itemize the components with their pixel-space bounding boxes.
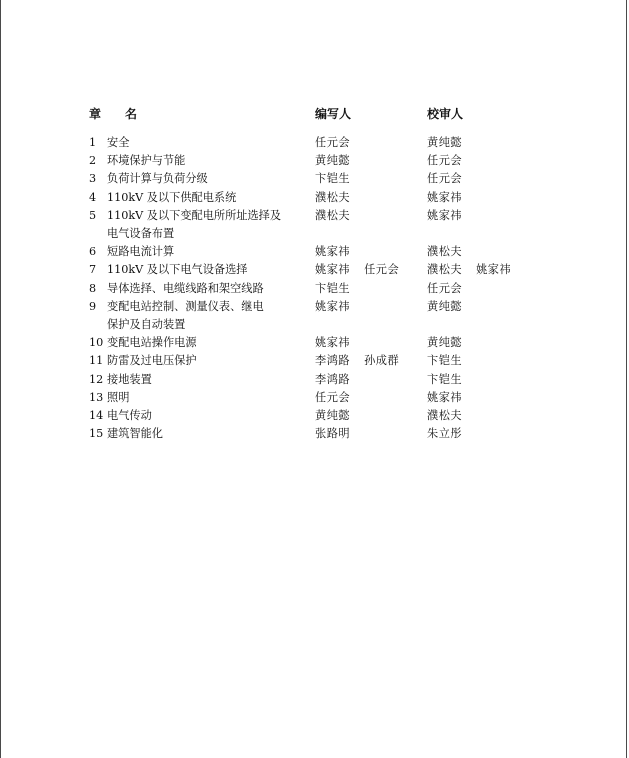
author-name: 姚家祎 (315, 336, 351, 350)
chapter-title (107, 152, 315, 170)
reviewer-name: 姚家祎 (427, 208, 463, 222)
author-name: 孙成群 (364, 354, 400, 368)
table-row (89, 189, 549, 207)
table-row (89, 425, 549, 443)
chapter-number: 1 (89, 136, 97, 149)
reviewer-cell (427, 243, 527, 261)
reviewer-name: 濮松夫 (427, 263, 463, 277)
author-cell (315, 207, 427, 243)
chapter-title (107, 189, 315, 207)
reviewer-name: 姚家祎 (427, 390, 463, 404)
author-cell (315, 189, 427, 207)
chapter-number: 12 (89, 372, 104, 386)
chapter-number: 6 (89, 245, 97, 259)
reviewer-cell (427, 389, 527, 407)
chapter-title-line: 环境保护与节能 (107, 154, 186, 168)
author-name: 李鸿路 (315, 354, 351, 368)
reviewer-name: 任元会 (427, 154, 463, 168)
author-cell (315, 334, 427, 352)
chapter-title (107, 207, 315, 243)
chapter-title-line: 短路电流计算 (107, 245, 175, 259)
reviewer-name: 任元会 (427, 172, 463, 186)
table-row (89, 243, 549, 261)
table-row (89, 298, 549, 334)
chapter-title (107, 371, 315, 389)
reviewer-cell (427, 334, 527, 352)
table-row (89, 334, 549, 352)
reviewer-name: 姚家祎 (476, 263, 512, 277)
chapter-title (107, 170, 315, 188)
chapter-header-label: 章 (89, 107, 102, 121)
chapter-number: 11 (89, 354, 104, 368)
author-cell (315, 407, 427, 425)
chapter-title (107, 425, 315, 443)
author-name: 姚家祎 (315, 263, 351, 277)
author-header-label: 编写人 (315, 107, 352, 121)
chapter-title-line: 110kV 及以下变配电所所址选择及 (107, 208, 282, 222)
chapter-number: 4 (89, 190, 97, 204)
author-cell (315, 389, 427, 407)
table-header (89, 104, 549, 124)
table-body (89, 134, 549, 443)
author-name: 卞铠生 (315, 281, 351, 295)
author-name: 卞铠生 (315, 172, 351, 186)
chapter-title-line: 接地装置 (107, 372, 152, 386)
author-name: 任元会 (315, 390, 351, 404)
author-cell (315, 134, 427, 152)
chapter-title-line: 变配电站操作电源 (107, 336, 197, 350)
author-cell (315, 352, 427, 370)
chapter-title-line: 负荷计算与负荷分级 (107, 172, 208, 186)
reviewer-cell (427, 207, 527, 243)
reviewer-cell (427, 407, 527, 425)
chapter-title-line: 电气传动 (107, 409, 152, 423)
reviewer-name: 卞铠生 (427, 354, 463, 368)
chapter-title (107, 243, 315, 261)
author-cell (315, 243, 427, 261)
chapter-number: 8 (89, 281, 97, 295)
reviewer-name: 姚家祎 (427, 190, 463, 204)
author-cell (315, 261, 427, 279)
chapter-title-line: 保护及自动装置 (107, 318, 186, 332)
reviewer-name: 黄纯懿 (427, 299, 463, 313)
chapter-number: 10 (89, 336, 104, 350)
chapter-title (107, 298, 315, 334)
author-name: 濮松夫 (315, 190, 351, 204)
author-cell (315, 371, 427, 389)
chapter-title (107, 280, 315, 298)
author-name: 姚家祎 (315, 245, 351, 259)
chapter-title-line: 110kV 及以下电气设备选择 (107, 263, 248, 277)
chapter-title-line: 建筑智能化 (107, 427, 163, 441)
chapter-title (107, 261, 315, 279)
author-name: 任元会 (364, 263, 400, 277)
chapter-title-line: 110kV 及以下供配电系统 (107, 190, 237, 204)
chapter-title (107, 352, 315, 370)
author-name: 李鸿路 (315, 372, 351, 386)
chapter-title-line: 防雷及过电压保护 (107, 354, 197, 368)
name-header-label: 名 (125, 107, 138, 121)
table-row (89, 207, 549, 243)
reviewer-name: 黄纯懿 (427, 336, 463, 350)
author-name: 姚家祎 (315, 299, 351, 313)
chapter-title-line: 电气设备布置 (107, 227, 175, 241)
reviewer-name: 朱立彤 (427, 427, 463, 441)
chapter-number: 14 (89, 409, 104, 423)
reviewer-cell (427, 280, 527, 298)
author-name: 黄纯懿 (315, 409, 351, 423)
author-cell (315, 298, 427, 334)
reviewer-cell (427, 170, 527, 188)
chapter-name-header (89, 104, 315, 124)
chapter-title-line: 照明 (107, 390, 130, 404)
reviewer-cell (427, 261, 527, 279)
reviewer-cell (427, 425, 527, 443)
chapter-title (107, 389, 315, 407)
reviewer-cell (427, 152, 527, 170)
author-cell (315, 152, 427, 170)
reviewer-name: 卞铠生 (427, 372, 463, 386)
reviewer-name: 黄纯懿 (427, 136, 463, 149)
author-cell (315, 425, 427, 443)
reviewer-cell (427, 298, 527, 334)
chapter-number: 7 (89, 263, 97, 277)
table-row (89, 280, 549, 298)
author-name: 任元会 (315, 136, 351, 149)
chapter-number: 2 (89, 154, 97, 168)
table-row (89, 407, 549, 425)
table-row (89, 170, 549, 188)
table-row (89, 371, 549, 389)
table-row (89, 152, 549, 170)
contributors-table (89, 104, 549, 443)
author-cell (315, 280, 427, 298)
chapter-number: 13 (89, 390, 104, 404)
reviewer-name: 濮松夫 (427, 245, 463, 259)
chapter-title-line: 导体选择、电缆线路和架空线路 (107, 281, 264, 295)
chapter-number: 3 (89, 172, 97, 186)
author-name: 濮松夫 (315, 208, 351, 222)
reviewer-name: 任元会 (427, 281, 463, 295)
reviewer-cell (427, 134, 527, 152)
author-cell (315, 170, 427, 188)
reviewer-cell (427, 352, 527, 370)
chapter-title (107, 407, 315, 425)
author-name: 张路明 (315, 427, 351, 441)
reviewer-cell (427, 189, 527, 207)
chapter-number: 9 (89, 299, 97, 313)
table-row (89, 352, 549, 370)
table-row (89, 389, 549, 407)
chapter-number: 15 (89, 427, 104, 441)
reviewer-cell (427, 371, 527, 389)
chapter-title-line: 变配电站控制、测量仪表、继电 (107, 299, 264, 313)
reviewer-name: 濮松夫 (427, 409, 463, 423)
reviewer-header-label: 校审人 (427, 107, 464, 121)
chapter-title-line: 安全 (107, 136, 130, 149)
chapter-title (107, 334, 315, 352)
table-row (89, 261, 549, 279)
chapter-number: 5 (89, 208, 97, 222)
author-name: 黄纯懿 (315, 154, 351, 168)
table-row (89, 134, 549, 152)
chapter-title (107, 134, 315, 152)
